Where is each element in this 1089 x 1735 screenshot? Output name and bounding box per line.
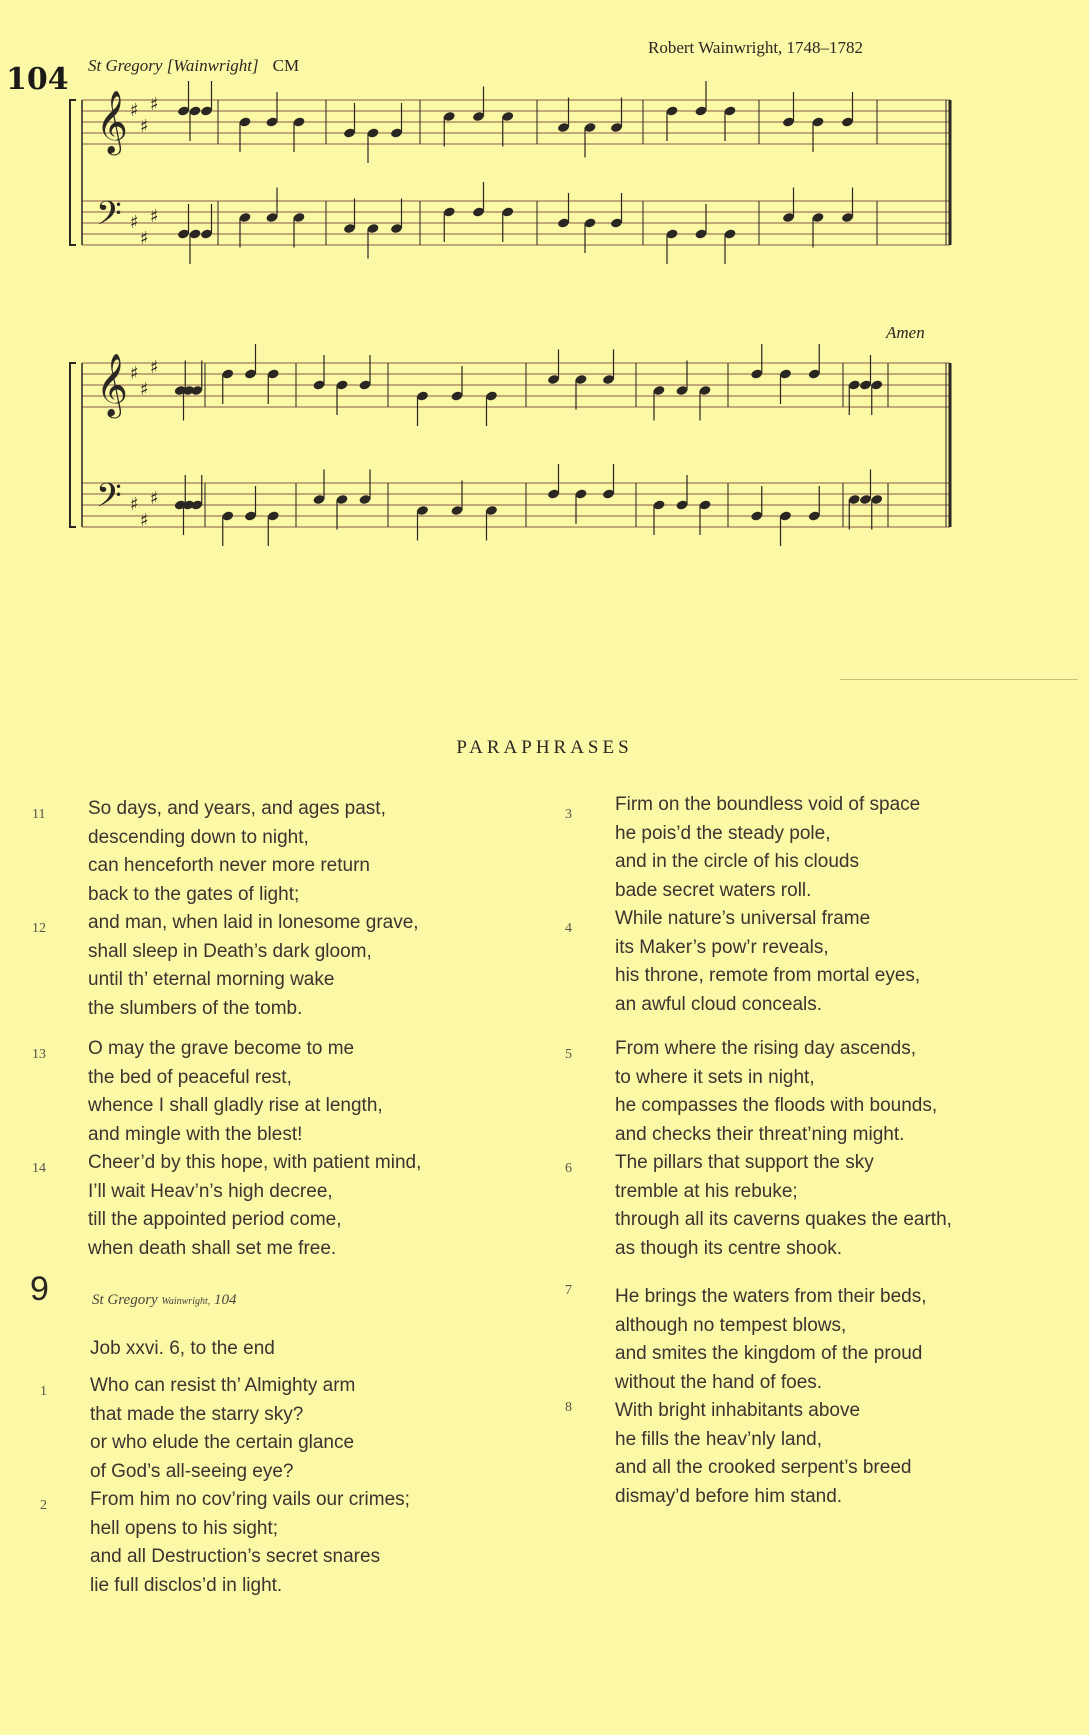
verse-line: and mingle with the blest! — [88, 1123, 303, 1145]
verse-line: or who elude the certain glance — [90, 1432, 355, 1454]
sharp-icon: ♯ — [140, 510, 149, 531]
verse-number: 4 — [565, 921, 572, 936]
verse-8 — [615, 1397, 911, 1511]
sharp-icon: ♯ — [150, 357, 159, 378]
verse-line: and in the circle of his clouds — [615, 851, 859, 873]
verse-line: Cheer’d by this hope, with patient mind, — [88, 1152, 422, 1173]
verse-number: 3 — [565, 807, 572, 822]
sharp-icon: ♯ — [130, 212, 139, 233]
verse-line: its Maker’s pow’r reveals, — [615, 936, 829, 958]
verse-line: that made the starry sky? — [90, 1403, 304, 1425]
verse-line: From where the rising day ascends, — [615, 1038, 916, 1059]
sharp-icon: ♯ — [130, 100, 139, 121]
tune-ref-name: St Gregory — [92, 1292, 158, 1308]
music-score — [0, 0, 1089, 600]
tune-name: St Gregory [Wainwright] — [88, 56, 259, 75]
bass-clef-icon: 𝄢 — [96, 195, 122, 241]
verse-number: 7 — [565, 1283, 572, 1298]
verse-3 — [615, 791, 920, 905]
verse-number: 11 — [32, 807, 46, 822]
verse-line: descending down to night, — [88, 826, 309, 848]
system-bracket — [70, 363, 76, 527]
paraphrase-tune-reference — [92, 1292, 237, 1309]
verse-line: Firm on the boundless void of space — [615, 794, 921, 815]
verse-11 — [88, 795, 386, 909]
verse-line: to where it sets in night, — [615, 1066, 815, 1088]
verse-line: the slumbers of the tomb. — [88, 997, 303, 1019]
verse-line: back to the gates of light; — [88, 883, 300, 905]
sharp-icon: ♯ — [140, 228, 149, 249]
verse-number: 5 — [565, 1047, 572, 1062]
verse-line: Who can resist th’ Almighty arm — [90, 1375, 356, 1396]
treble-clef-icon: 𝄞 — [96, 353, 128, 416]
verse-line: With bright inhabitants above — [615, 1400, 861, 1421]
verse-7 — [615, 1283, 927, 1397]
sharp-icon: ♯ — [150, 206, 159, 227]
treble-clef-icon: 𝄞 — [96, 90, 128, 153]
verse-line: lie full disclos’d in light. — [90, 1574, 283, 1596]
verse-14 — [88, 1149, 421, 1263]
meter: CM — [272, 56, 300, 75]
verse-line: until th’ eternal morning wake — [88, 969, 335, 991]
verse-number: 2 — [40, 1498, 47, 1513]
scripture-reference: Job xxvi. 6, to the end — [90, 1338, 275, 1359]
verse-number: 12 — [32, 921, 46, 936]
verse-number: 6 — [565, 1161, 572, 1176]
verse-line: While nature’s universal frame — [615, 908, 871, 929]
verse-line: whence I shall gladly rise at length, — [88, 1095, 383, 1117]
verse-line: through all its caverns quakes the earth, — [615, 1209, 952, 1231]
verse-1 — [90, 1372, 355, 1486]
staff-systems — [70, 81, 950, 546]
verse-13 — [88, 1035, 383, 1149]
verse-line: and checks their threat’ning might. — [615, 1123, 905, 1145]
sharp-icon: ♯ — [150, 488, 159, 509]
system-bracket — [70, 100, 76, 245]
verse-number: 1 — [40, 1384, 47, 1399]
verse-line: So days, and years, and ages past, — [88, 798, 386, 819]
verse-line: and all the crooked serpent’s breed — [615, 1457, 912, 1479]
verse-line: The pillars that support the sky — [615, 1152, 874, 1173]
verse-line: and smites the kingdom of the proud — [615, 1343, 923, 1365]
hymn-number: 104 — [6, 62, 69, 97]
section-heading: PARAPHRASES — [456, 737, 633, 758]
section-divider — [840, 679, 1078, 680]
verse-2 — [90, 1486, 410, 1600]
verse-line: and man, when laid in lonesome grave, — [88, 912, 419, 933]
verse-line: He brings the waters from their beds, — [615, 1286, 927, 1307]
verse-line: when death shall set me free. — [88, 1237, 337, 1259]
verse-line: dismay’d before him stand. — [615, 1485, 843, 1507]
verse-line: of God’s all-seeing eye? — [90, 1460, 294, 1482]
amen-label: Amen — [886, 323, 925, 342]
tune-ref-composer: Wainwright, — [161, 1296, 211, 1307]
sharp-icon: ♯ — [130, 494, 139, 515]
verse-6 — [615, 1149, 952, 1263]
verse-line: bade secret waters roll. — [615, 879, 812, 901]
verse-5 — [615, 1035, 937, 1149]
verse-line: although no tempest blows, — [615, 1314, 847, 1336]
verse-line: he pois’d the steady pole, — [615, 822, 831, 844]
verse-line: till the appointed period come, — [88, 1209, 342, 1231]
verse-line: as though its centre shook. — [615, 1237, 843, 1259]
verse-line: From him no cov’ring vails our crimes; — [90, 1489, 410, 1510]
tune-ref-number: 104 — [214, 1292, 237, 1308]
verse-line: shall sleep in Death’s dark gloom, — [88, 940, 372, 962]
verse-number: 14 — [32, 1161, 46, 1176]
verse-number: 8 — [565, 1400, 572, 1415]
verse-line: can henceforth never more return — [88, 855, 370, 877]
sharp-icon: ♯ — [130, 363, 139, 384]
verse-line: his throne, remote from mortal eyes, — [615, 965, 921, 987]
verse-number: 13 — [32, 1047, 46, 1062]
verse-line: hell opens to his sight; — [90, 1517, 279, 1539]
verse-12 — [88, 909, 419, 1023]
sharp-icon: ♯ — [140, 379, 149, 400]
verse-line: tremble at his rebuke; — [615, 1180, 798, 1202]
verse-line: he compasses the floods with bounds, — [615, 1095, 938, 1117]
composer-credit: Robert Wainwright, 1748–1782 — [648, 38, 864, 57]
sharp-icon: ♯ — [150, 94, 159, 115]
verse-line: O may the grave become to me — [88, 1038, 355, 1059]
verse-4 — [615, 905, 920, 1019]
verse-line: an awful cloud conceals. — [615, 993, 823, 1015]
verse-line: I’ll wait Heav’n’s high decree, — [88, 1180, 333, 1202]
paraphrase-number: 9 — [30, 1270, 49, 1308]
verse-line: he fills the heav’nly land, — [615, 1428, 823, 1450]
sharp-icon: ♯ — [140, 116, 149, 137]
bass-clef-icon: 𝄢 — [96, 477, 122, 523]
verse-line: without the hand of foes. — [615, 1371, 823, 1393]
verse-line: the bed of peaceful rest, — [88, 1066, 292, 1088]
verse-line: and all Destruction’s secret snares — [90, 1546, 381, 1568]
